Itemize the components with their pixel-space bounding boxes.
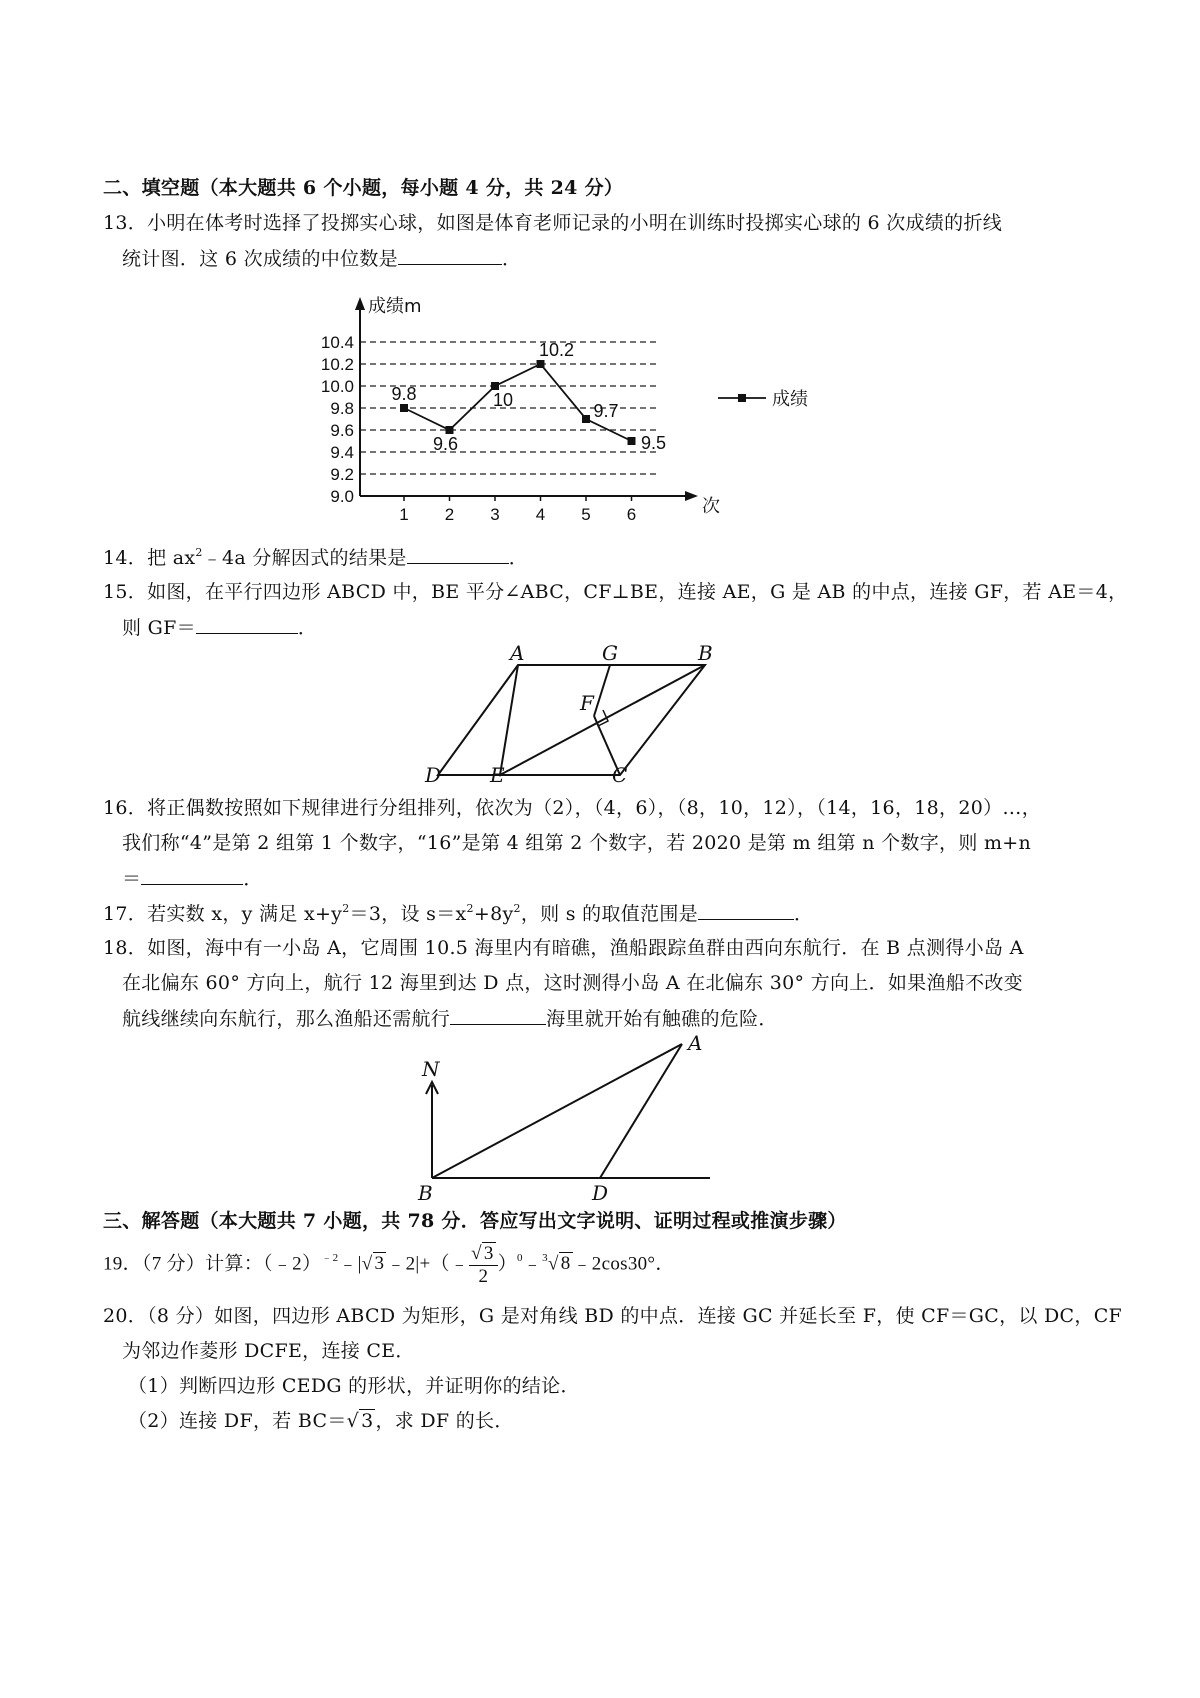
line-chart [300,290,808,524]
label-G: G [602,641,618,665]
q17 [103,899,813,928]
q19-exp2: 0 [517,1252,523,1265]
data-label: 9.5 [640,433,667,453]
q16-end: ． [243,868,263,890]
q14-text-a: 14．把 ax [103,547,196,569]
x-axis-title: 次 [702,496,720,517]
legend-marker [738,394,746,402]
q17-c: +8y [473,903,514,925]
data-label: 9.7 [593,401,619,421]
q16-line2: 我们称“4”是第 2 组第 1 个数字，“16”是第 4 组第 2 个数字，若 2020 是第 m 组第 n 个数字，则 m+n [122,832,1032,854]
legend-label: 成绩 [772,389,808,410]
answer-blank-14[interactable] [407,543,509,564]
y-tick-label: 10.4 [320,333,354,352]
x-tick-label: 4 [535,505,546,524]
q15-text: 则 GF＝ [122,617,196,639]
label-F: F [580,691,594,715]
y-tick-label: 9.6 [330,421,354,440]
x-tick-label: 1 [399,505,409,524]
q16-line3 [122,864,263,893]
q19-frac-sqrt3: 3 [483,1243,494,1264]
x-tick-label: 2 [444,505,455,524]
q18-line3 [122,1004,778,1033]
q13-end: ． [501,248,522,270]
y-tick-label: 9.8 [330,399,354,418]
y-axis-arrow [355,297,365,310]
q20-sqrt3: 3 [361,1410,374,1432]
q17-a: 17．若实数 x，y 满足 x+y [103,903,343,925]
q19-d: ） [497,1253,518,1275]
q17-exp3: 2 [513,901,521,915]
q20-sub2 [128,1407,514,1435]
q15-line2 [122,613,317,642]
q19-exp1: ﹣2 [321,1252,339,1265]
chart-legend [718,389,808,410]
q19-frac-den: 2 [478,1266,489,1287]
y-axis-title: 成绩m [368,296,422,317]
answer-blank-17[interactable] [698,899,794,920]
q18-line2: 在北偏东 60° 方向上，航行 12 海里到达 D 点，这时测得小岛 A 在北偏东 30° 方向上．如果渔船不改变 [122,972,1023,994]
q14-text-b: ﹣4a 分解因式的结果是 [202,547,407,569]
x-tick-label: 3 [490,505,500,524]
q13-line2 [122,244,521,273]
data-label: 9.6 [432,434,459,454]
data-point [446,426,454,434]
cuberoot-symbol: √ [547,1253,559,1275]
segment-EB [500,665,705,775]
q19 [103,1242,675,1286]
data-point [537,360,545,368]
sqrt-symbol: √ [361,1253,373,1275]
y-tick-label: 10.2 [320,355,354,374]
q20-sub2-a: （2）连接 DF，若 BC＝ [128,1410,347,1432]
segment-DA [600,1044,682,1178]
data-label: 9.8 [391,384,417,404]
answer-blank-15[interactable] [196,613,298,634]
answer-blank-13[interactable] [398,244,502,265]
q16-line1: 16．将正偶数按照如下规律进行分组排列，依次为（2），（4，6），（8，10，12），（14，16，18，20）…， [103,797,1041,819]
q17-end: ． [793,903,814,925]
q13-text: 统计图．这 6 次成绩的中位数是 [122,248,398,270]
label-C: C [612,763,628,787]
q19-e: ﹣ [522,1253,543,1275]
data-point [628,437,636,445]
parallelogram-ABCD [438,665,705,775]
q19-frac-num: √ 3 [469,1242,498,1266]
chart-series [391,340,666,454]
segment-AE [500,665,518,775]
q19-a: 19．（7 分）计算：（﹣2） [103,1253,322,1275]
x-axis-arrow [685,491,698,501]
label-D: D [592,1181,609,1205]
q18-text: 航线继续向东航行，那么渔船还需航行 [122,1008,451,1030]
q19-fraction [469,1242,498,1288]
q20-line1: 20．（8 分）如图，四边形 ABCD 为矩形，G 是对角线 BD 的中点．连接 GC 并延长至 F，使 CF＝GC，以 DC，CF [103,1305,1123,1327]
q19-cube-index: 3 [542,1252,548,1265]
right-angle-mark [598,710,608,726]
answer-blank-18[interactable] [450,1004,546,1025]
segment-GF [594,665,610,716]
label-N: N [422,1057,440,1081]
q18-line1: 18．如图，海中有一小岛 A，它周围 10.5 海里内有暗礁，渔船跟踪鱼群由西向东航行．在 B 点测得小岛 A [103,937,1024,959]
q19-b: ﹣| [338,1253,362,1275]
y-tick-label: 9.2 [330,465,354,484]
y-tick-label: 10.0 [320,377,354,396]
q19-f: ﹣2cos30°． [572,1253,675,1275]
q15-end: ． [297,617,318,639]
label-D: D [425,763,442,787]
answer-blank-16[interactable] [141,864,243,885]
label-A: A [510,641,525,665]
q17-b: ＝3，设 s＝x [349,903,467,925]
parallelogram-figure [420,640,720,790]
label-B: B [698,641,713,665]
y-tick-label: 9.4 [330,443,354,462]
x-tick-label: 6 [626,505,637,524]
q19-sqrt3: 3 [374,1253,385,1275]
sqrt-symbol: √ [346,1410,360,1432]
x-tick-label: 5 [581,505,591,524]
q16-eq: ＝ [122,868,142,890]
segment-BA [432,1044,682,1178]
q17-d: ，则 s 的取值范围是 [520,903,698,925]
q14-exponent: 2 [195,545,203,559]
data-point [582,415,590,423]
label-B: B [418,1181,433,1205]
q20-line2: 为邻边作菱形 DCFE，连接 CE． [122,1340,415,1362]
q17-exp2: 2 [466,901,474,915]
q13-line1: 13．小明在体考时选择了投掷实心球，如图是体育老师记录的小明在训练时投掷实心球的 6 次成绩的折线 [103,212,1003,234]
q14 [103,543,528,572]
data-point [491,382,499,390]
data-label: 10.2 [538,340,575,360]
navigation-figure [410,1030,730,1205]
section-heading-answer: 三、解答题（本大题共 7 小题，共 78 分．答应写出文字说明、证明过程或推演步骤） [103,1210,847,1232]
y-tick-label: 9.0 [330,487,354,506]
q20-sub1: （1）判断四边形 CEDG 的形状，并证明你的结论． [128,1375,580,1397]
q19-c: ﹣2|+（﹣ [386,1253,470,1275]
data-point [400,404,408,412]
data-label: 10 [492,390,514,410]
q20-sub2-b: ，求 DF 的长． [375,1410,514,1432]
q18-end: 海里就开始有触礁的危险． [546,1008,778,1030]
label-A: A [688,1031,703,1055]
section-heading-fill-in: 二、填空题（本大题共 6 个小题，每小题 4 分，共 24 分） [103,177,624,199]
q14-end: ． [508,547,529,569]
chart-axes [355,296,720,517]
label-E: E [490,763,505,787]
q17-exp1: 2 [342,901,350,915]
q19-cube-radicand: 8 [560,1253,571,1275]
q15-line1: 15．如图，在平行四边形 ABCD 中，BE 平分∠ABC，CF⊥BE，连接 AE，G 是 AB 的中点，连接 GF，若 AE＝4， [103,581,1128,603]
